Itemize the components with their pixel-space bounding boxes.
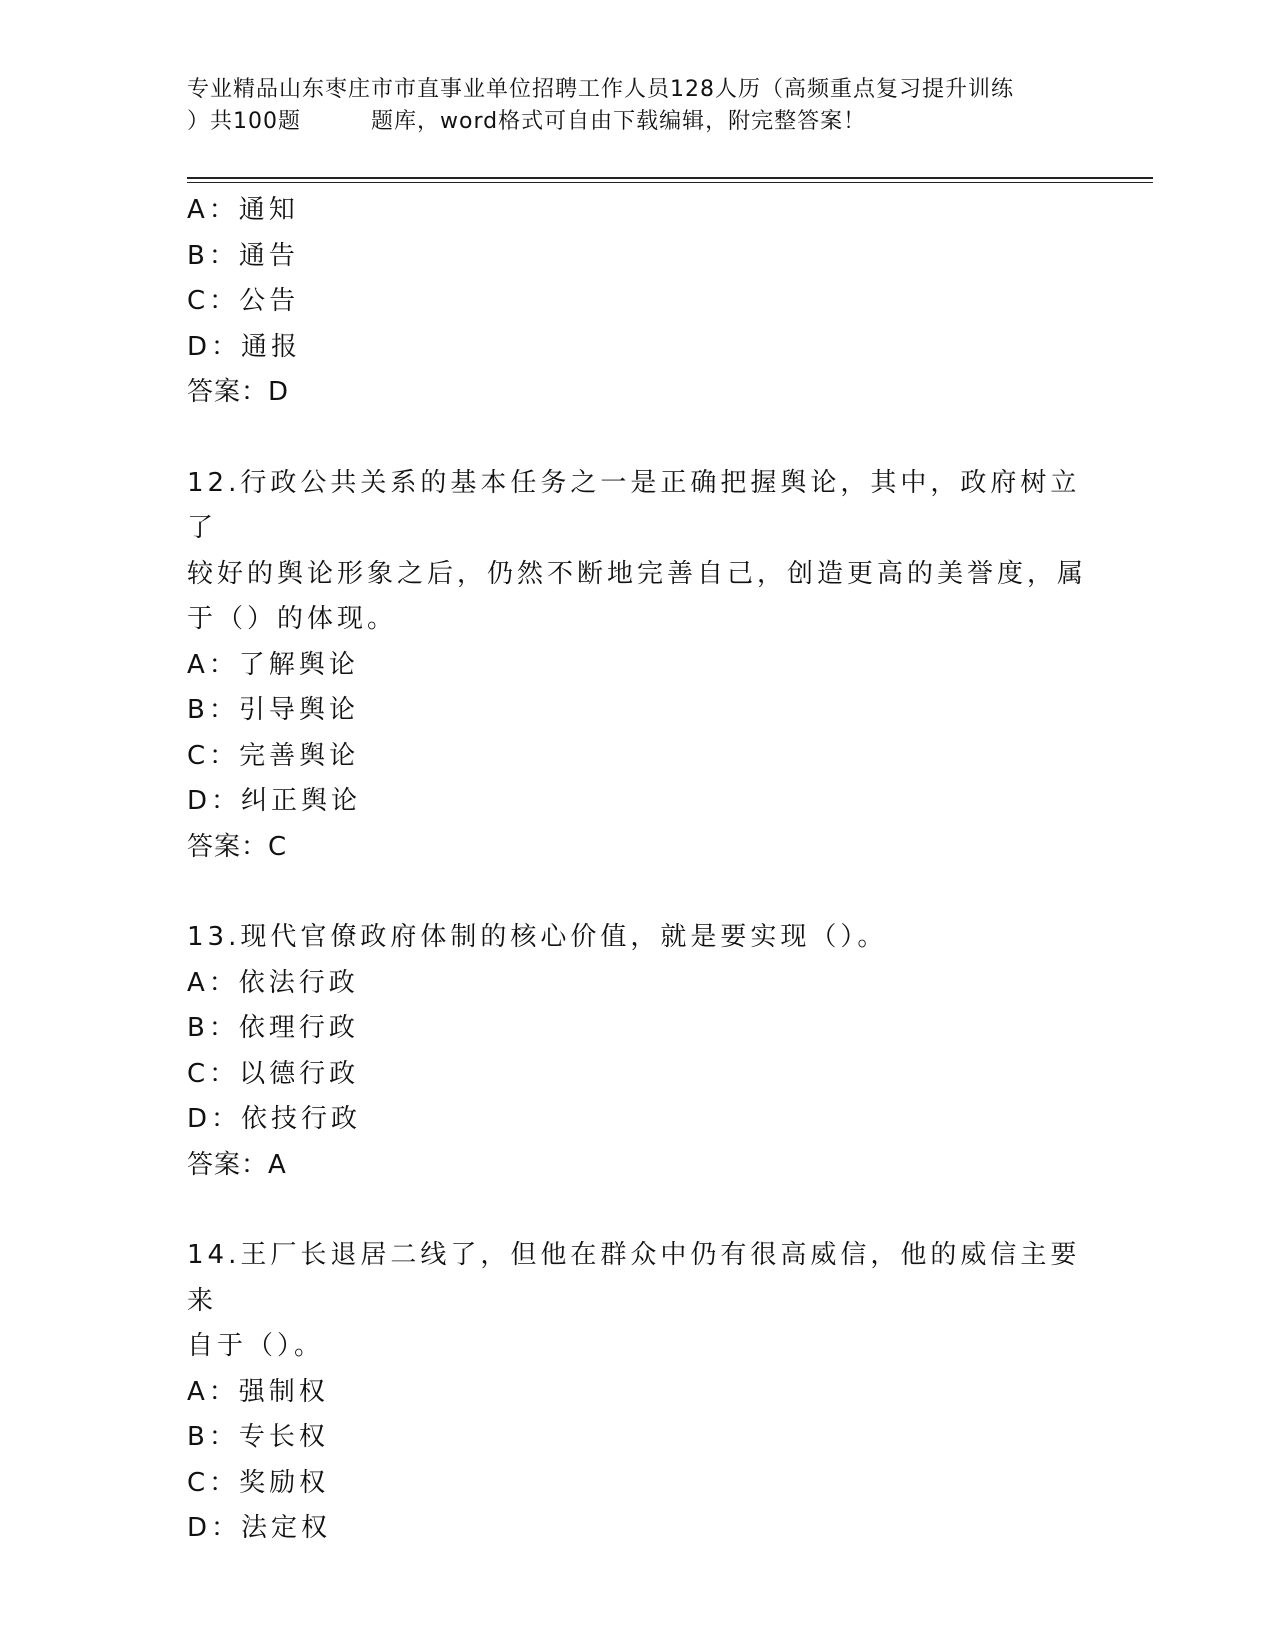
option-b: B：依理行政 xyxy=(187,1013,359,1043)
option-d: D：法定权 xyxy=(187,1513,332,1543)
option-a: A：强制权 xyxy=(187,1376,329,1407)
question-list xyxy=(187,188,1087,1552)
header-line-2-left: ）共100题 xyxy=(187,109,301,134)
question-13 xyxy=(187,915,1087,1188)
option-b: B：专长权 xyxy=(187,1422,329,1452)
option-a: A：依法行政 xyxy=(187,967,359,998)
header-divider-thin xyxy=(187,182,1153,183)
option-a: A：通知 xyxy=(187,195,299,225)
answer-line: 答案：D xyxy=(187,377,290,407)
question-stem-line: 12.行政公共关系的基本任务之一是正确把握舆论，其中，政府树立了 xyxy=(187,467,1081,543)
answer-line: 答案：C xyxy=(187,831,288,862)
question-stem-line: 于（）的体现。 xyxy=(187,604,398,634)
question-14 xyxy=(187,1233,1087,1552)
option-b: B：通告 xyxy=(187,240,299,271)
question-12 xyxy=(187,461,1087,871)
question-stem-line: 自于（）。 xyxy=(187,1331,325,1361)
question-stem-line: 较好的舆论形象之后，仍然不断地完善自己，创造更高的美誉度，属 xyxy=(187,558,1088,589)
option-d: D：依技行政 xyxy=(187,1104,362,1134)
header-divider-thick xyxy=(187,177,1153,179)
header-line-2-right: 题库，word格式可自由下载编辑，附完整答案！ xyxy=(371,109,867,134)
option-d: D：通报 xyxy=(187,331,302,362)
option-c: C：完善舆论 xyxy=(187,740,360,771)
option-c: C：以德行政 xyxy=(187,1058,360,1089)
option-a: A：了解舆论 xyxy=(187,649,359,680)
option-d: D：纠正舆论 xyxy=(187,786,362,816)
question-stem-line: 13.现代官僚政府体制的核心价值，就是要实现（）。 xyxy=(187,922,888,952)
question-stem-line: 14.王厂长退居二线了，但他在群众中仍有很高威信，他的威信主要来 xyxy=(187,1240,1081,1316)
question-11-partial xyxy=(187,188,1087,416)
header-line-1: 专业精品山东枣庄市市直事业单位招聘工作人员128人历（高频重点复习提升训练 xyxy=(187,77,1014,102)
answer-line: 答案：A xyxy=(187,1149,287,1180)
option-c: C：奖励权 xyxy=(187,1467,330,1498)
document-header xyxy=(187,74,1087,138)
option-c: C：公告 xyxy=(187,286,300,316)
option-b: B：引导舆论 xyxy=(187,695,359,725)
header-line-2 xyxy=(187,106,1087,138)
